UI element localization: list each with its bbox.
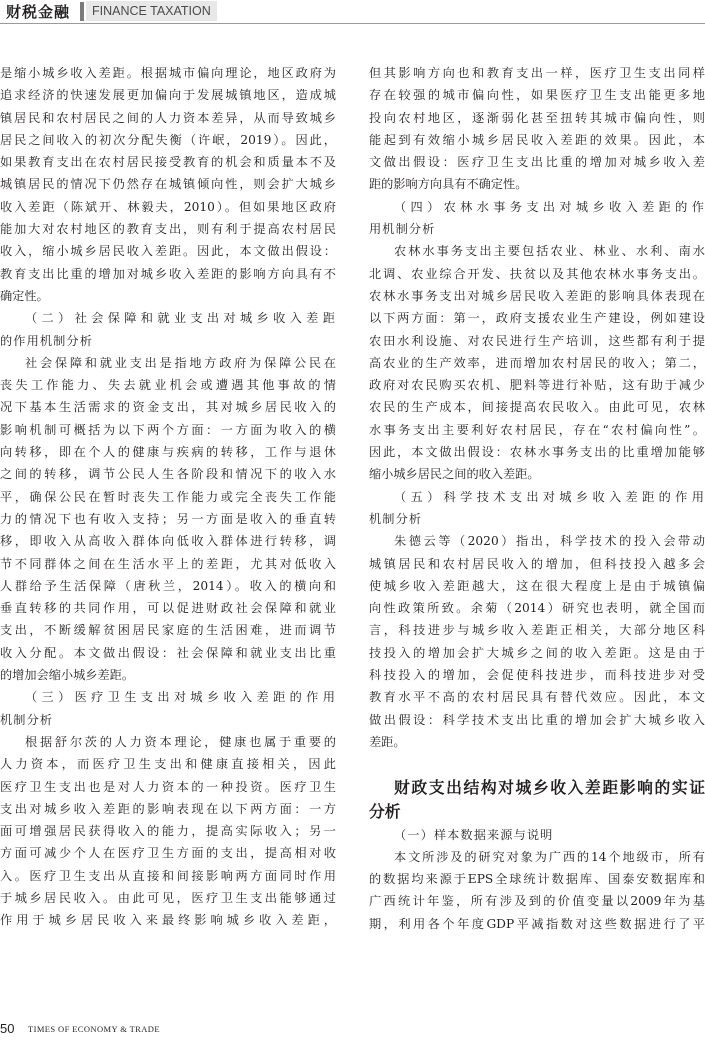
right-column (369, 62, 705, 935)
body-text-line: 移，即收入从高收入群体向低收入群体进行转移，调 (0, 534, 336, 549)
body-text-line: 农田水利设施、对农民进行生产培训，这些都有利于提 (369, 333, 705, 348)
body-text-line: 农林水事务支出主要包括农业、林业、水利、南水 (394, 244, 705, 259)
body-text-line: 是缩小城乡收入差距。根据城市偏向理论，地区政府为 (0, 66, 336, 80)
subsection-heading-line: 的作用机制分析 (0, 333, 94, 348)
body-text-line: 支出对城乡收入差距的影响表现在以下两方面：一方 (0, 801, 336, 816)
header-rule (0, 23, 705, 24)
body-text-line: 做出假设：科学技术支出比重的增加会扩大城乡收入 (369, 712, 705, 727)
body-text-line: 使城乡收入差距越大，这在很大程度上是由于城镇偏 (369, 578, 705, 593)
body-text-line: 人群给予生活保障（唐秋兰，2014）。收入的横向和 (0, 578, 336, 593)
page-header (0, 0, 705, 24)
body-text-line: 影响机制可概括为以下两个方面：一方面为收入的横 (0, 422, 336, 437)
subsection-heading-line: 机制分析 (369, 511, 423, 526)
body-text-line: 的数据均来源于EPS全球统计数据库、国泰安数据库和 (369, 872, 705, 887)
body-text-line: 本文所涉及的研究对象为广西的14个地级市，所有 (394, 849, 705, 864)
body-text-line: 居民之间收入的初次分配失衡（许岷，2019）。因此， (0, 132, 336, 147)
subsection-heading-line: 机制分析 (0, 712, 54, 727)
body-text-line: 技投入的增加会扩大城乡之间的收入差距。这是由于 (369, 645, 705, 660)
body-text-line: 镇居民和农村居民之间的人力资本差异，从而导致城乡 (0, 110, 336, 125)
body-text-line: 广西统计年鉴，所有涉及到的价值变量以2009年为基 (369, 894, 705, 909)
section-heading-line2: 分析 (369, 801, 401, 821)
body-text-line: 收入分配。本文做出假设：社会保障和就业支出比重 (0, 645, 336, 660)
body-text-line: 的增加会缩小城乡差距。 (0, 668, 135, 683)
body-text-line: 人力资本，而医疗卫生支出和健康直接相关，因此 (0, 757, 336, 772)
body-text-line: 农林水事务支出对城乡居民收入差距的影响具体表现在 (369, 288, 705, 303)
header-divider (80, 2, 84, 21)
subsection-heading-line: （五）科学技术支出对城乡收入差距的作用 (394, 489, 705, 504)
body-text-line: 之间的转移，调节公民人生各阶段和情况下的收入水 (0, 467, 336, 482)
left-column (0, 62, 336, 932)
page-footer (0, 1021, 705, 1041)
body-text-line: 向转移，即在个人的健康与疾病的转移，工作与退休 (0, 445, 336, 460)
subsection-heading-line: （四）农林水事务支出对城乡收入差距的作 (394, 199, 705, 214)
body-text-line: 缩小城乡居民之间的收入差距。 (369, 467, 540, 482)
body-text-line: 城镇居民和农村居民收入的增加，但科技投入越多会 (369, 556, 705, 571)
body-text-line: 朱德云等（2020）指出，科学技术的投入会带动 (394, 534, 705, 549)
body-text-line: 向性政策所致。余菊（2014）研究也表明，就全国而 (369, 601, 705, 616)
journal-name: TIMES OF ECONOMY & TRADE (28, 1024, 160, 1034)
body-text-line: 政府对农民购买农机、肥料等进行补贴，这有助于减少 (369, 378, 705, 393)
subsection-heading-line: 用机制分析 (369, 222, 436, 237)
section-title-cn: 财税金融 (6, 3, 71, 21)
body-text-line: 确定性。 (0, 288, 49, 303)
section-title-en: FINANCE TAXATION (86, 1, 217, 21)
subsection-heading-line: （三）医疗卫生支出对城乡收入差距的作用 (25, 690, 336, 705)
body-text-line: 差距。 (369, 734, 406, 749)
blank-line (369, 753, 705, 775)
body-text-line: 追求经济的快速发展更加偏向于发展城镇地区，造成城 (0, 88, 336, 103)
body-text-line: 于城乡居民收入。由此可见，医疗卫生支出能够通过 (0, 890, 336, 905)
body-text-line: 社会保障和就业支出是指地方政府为保障公民在 (25, 355, 336, 370)
section-heading-line1: 财政支出结构对城乡收入差距影响的实证 (394, 777, 705, 797)
body-text-line: 水事务支出主要利好农村居民，存在“农村偏向性”。 (369, 422, 705, 437)
body-text-line: 投向农村地区，逐渐弱化甚至扭转其城市偏向性，则 (369, 110, 705, 125)
body-text-line: 收入，缩小城乡居民收入差距。因此，本文做出假设： (0, 244, 336, 259)
subsection-heading-line: （二）社会保障和就业支出对城乡收入差距 (25, 311, 336, 326)
right-column-continued (369, 824, 705, 935)
body-text-line: 高农业的生产效率，进而增加农村居民的收入；第二， (369, 355, 705, 370)
body-text-line: 垂直转移的共同作用，可以促进财政社会保障和就业 (0, 601, 336, 616)
subsection-heading-line: （一）样本数据来源与说明 (394, 827, 554, 842)
body-text-line: 期，利用各个年度GDP平减指数对这些数据进行了平 (369, 916, 705, 931)
body-text-line: 根据舒尔茨的人力资本理论，健康也属于重要的 (25, 734, 336, 749)
body-text-line: 作用于城乡居民收入来最终影响城乡收入差距， (0, 913, 336, 928)
body-text-line: 存在较强的城市偏向性，如果医疗卫生支出能更多地 (369, 88, 705, 103)
body-text-line: 如果教育支出在农村居民接受教育的机会和质量本不及 (0, 155, 336, 170)
body-text-line: 科技投入的增加，会促使科技进步，而科技进步对受 (369, 668, 705, 683)
body-text-line: 平，确保公民在暂时丧失工作能力或完全丧失工作能 (0, 489, 336, 504)
body-text-line: 文做出假设：医疗卫生支出比重的增加对城乡收入差 (369, 155, 705, 170)
body-text-line: 言，科技进步与城乡收入差距正相关，大部分地区科 (369, 623, 705, 638)
body-text-line: 方面可减少个人在医疗卫生方面的支出，提高相对收 (0, 846, 336, 861)
body-text-line: 因此，本文做出假设：农林水事务支出的比重增加能够 (369, 445, 705, 460)
body-text-line: 以下两方面：第一，政府支援农业生产建设，例如建设 (369, 311, 705, 326)
body-text-line: 能起到有效缩小城乡居民收入差距的效果。因此，本 (369, 132, 705, 147)
body-text-line: 城镇居民的情况下仍然存在城镇倾向性，则会扩大城乡 (0, 177, 336, 192)
body-text-line: 农民的生产成本，间接提高农民收入。由此可见，农林 (369, 400, 705, 415)
body-text-line: 力的情况下也有收入支持；另一方面是收入的垂直转 (0, 511, 336, 526)
body-text-line: 教育支出比重的增加对城乡收入差距的影响方向具有不 (0, 266, 336, 281)
body-text-line: 北调、农业综合开发、扶贫以及其他农林水事务支出。 (369, 266, 705, 281)
right-column-body (369, 62, 705, 753)
body-text-line: 节不同群体之间在生活水平上的差距，尤其对低收入 (0, 556, 336, 571)
page-number: 50 (0, 1021, 15, 1036)
body-text-line: 支出，不断缓解贫困居民家庭的生活困难，进而调节 (0, 623, 336, 638)
body-text-line: 入。医疗卫生支出从直接和间接影响两方面同时作用 (0, 868, 336, 883)
body-text-line: 教育水平不高的农村居民具有替代效应。因此，本文 (369, 690, 705, 705)
body-text-line: 丧失工作能力、失去就业机会或遭遇其他事故的情 (0, 378, 336, 393)
body-text-line: 能加大对农村地区的教育支出，则有利于提高农村居民 (0, 222, 336, 237)
body-text-line: 面可增强居民获得收入的能力，提高实际收入；另一 (0, 824, 336, 839)
body-text-line: 况下基本生活需求的资金支出，其对城乡居民收入的 (0, 400, 336, 415)
body-text-line: 医疗卫生支出也是对人力资本的一种投资。医疗卫生 (0, 779, 336, 794)
body-text-line: 但其影响方向也和教育支出一样，医疗卫生支出同样 (369, 66, 705, 80)
body-text-line: 距的影响方向具有不确定性。 (369, 177, 528, 192)
body-text-line: 收入差距（陈斌开、林毅夫，2010）。但如果地区政府 (0, 199, 336, 214)
